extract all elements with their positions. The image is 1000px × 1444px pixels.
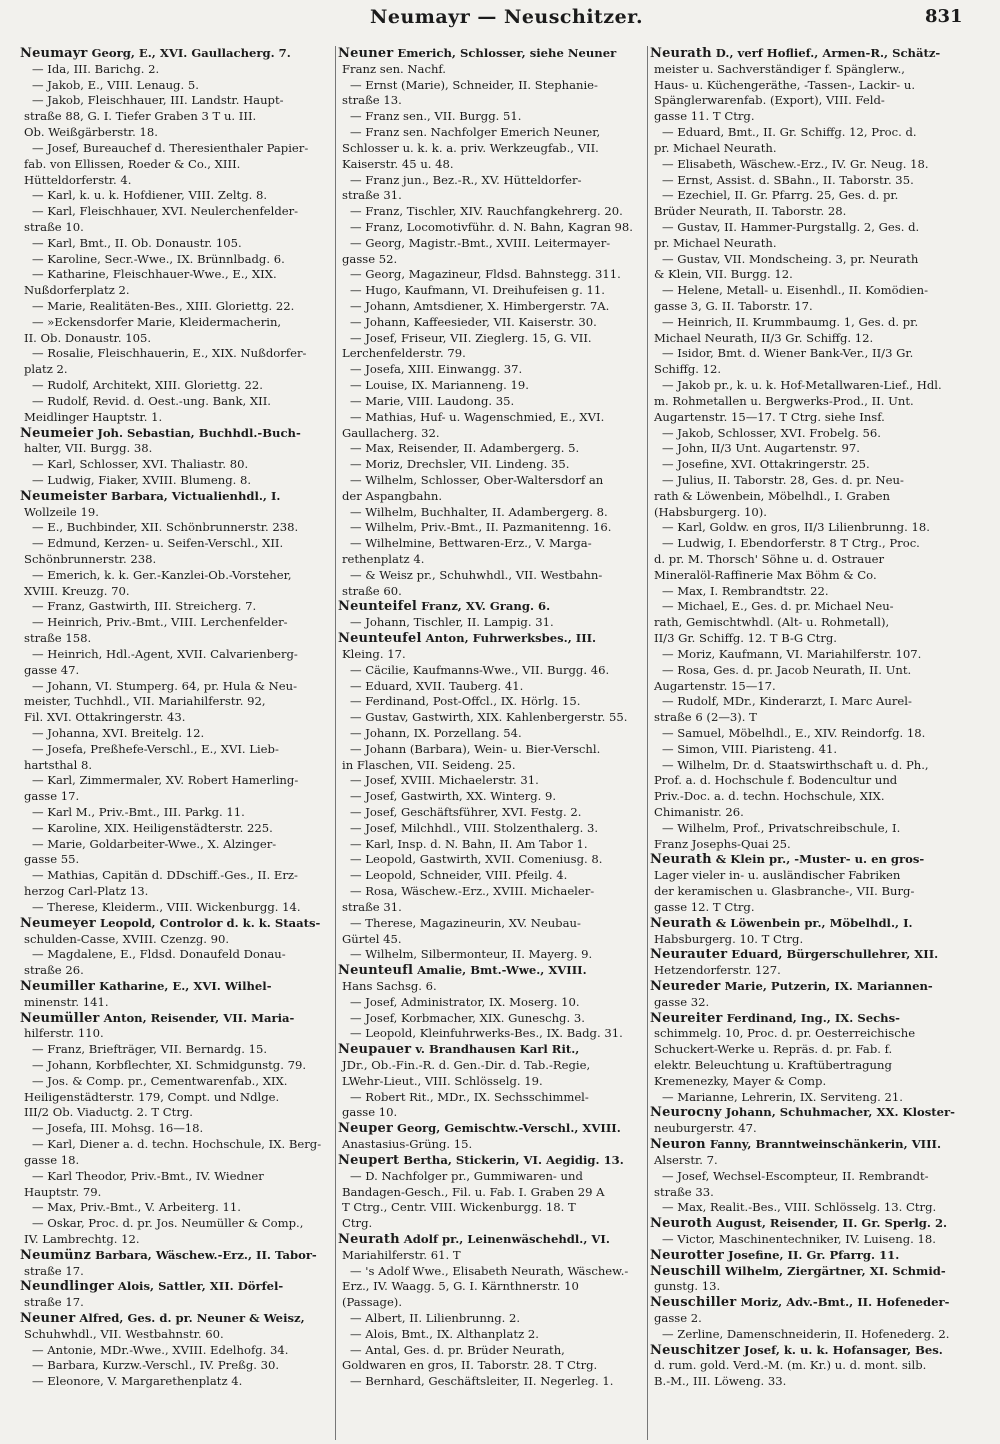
entry-line: — Barbara, Kurzw.-Verschl., IV. Preßg. 30. (32, 1358, 280, 1373)
entry-line: — Katharine, Fleischhauer-Wwe., E., XIX. (32, 267, 277, 282)
entry-line: — Josefa, Preßhefe-Verschl., E., XVI. Lieb- (32, 741, 279, 756)
entry-line: straße 10. (24, 219, 84, 234)
entry-line: — Wilhelm, Priv.-Bmt., II. Pazmanitenng. 16. (350, 520, 612, 535)
entry-line: — Marie, Goldarbeiter-Wwe., X. Alzinger- (32, 836, 277, 851)
entry-line: — Rudolf, MDr., Kinderarzt, I. Marc Aurel- (662, 694, 912, 709)
entry-line: — Josef, Friseur, VII. Zieglerg. 15, G. VII. (350, 330, 592, 345)
entry-line: — Eleonore, V. Margarethenplatz 4. (32, 1374, 243, 1389)
entry-line: — Wilhelm, Schlosser, Ober-Waltersdorf an (350, 472, 604, 487)
entry-line: — Leopold, Kleinfuhrwerks-Bes., IX. Badg. 31. (350, 1026, 623, 1041)
entry-line: — Wilhelm, Dr. d. Staatswirthschaft u. d. Ph., (662, 757, 929, 772)
entry-line: elektr. Beleuchtung u. Kraftübertragung (654, 1058, 892, 1072)
entry-line: — Franz, Briefträger, VII. Bernardg. 15. (32, 1042, 268, 1057)
entry-line: IV. Lambrechtg. 12. (24, 1231, 140, 1246)
entry-line: — Josefa, XIII. Einwangg. 37. (350, 362, 523, 377)
entry-line: pr. Michael Neurath. (654, 140, 777, 155)
entry-heading: Neunteufl Amalie, Bmt.-Wwe., XVIII. (338, 963, 587, 979)
entry-line: — Samuel, Möbelhdl., E., XIV. Reindorfg. 18. (662, 725, 926, 740)
entry-line: gasse 55. (24, 852, 80, 867)
entry-line: Hans Sachsg. 6. (342, 978, 437, 993)
entry-line: gasse 32. (654, 994, 710, 1009)
entry-line: gasse 10. (342, 1105, 398, 1120)
entry-line: — Karl, Insp. d. N. Bahn, II. Am Tabor 1. (350, 836, 588, 851)
entry-line: — Georg, Magistr.-Bmt., XVIII. Leitermayer- (350, 235, 611, 250)
entry-line: meister, Tuchhdl., VII. Mariahilferstr. 92, (24, 694, 266, 709)
entry-line: — Karl, Goldw. en gros, II/3 Lilienbrunng. 18. (662, 520, 930, 535)
entry-heading: Neuron Fanny, Branntweinschänkerin, VIII. (650, 1137, 941, 1153)
entry-line: — Ludwig, Fiaker, XVIII. Blumeng. 8. (32, 472, 252, 487)
entry-line: straße 60. (342, 583, 402, 598)
entry-line: — Bernhard, Geschäftsleiter, II. Negerleg. 1. (350, 1374, 614, 1389)
entry-line: — Rosalie, Fleischhauerin, E., XIX. Nußdorfer- (32, 346, 307, 361)
entry-line: — Franz, Tischler, XIV. Rauchfangkehrerg. 20. (350, 204, 623, 219)
entry-line: II. Ob. Donaustr. 105. (24, 330, 152, 345)
page-number: 831 (925, 6, 963, 27)
entry-line: Gürtel 45. (342, 931, 402, 946)
entry-line: — Julius, II. Taborstr. 28, Ges. d. pr. Neu- (662, 472, 904, 487)
entry-line: — Marie, VIII. Laudong. 35. (350, 393, 515, 408)
entry-line: — Heinrich, Hdl.-Agent, XVII. Calvarienberg- (32, 646, 298, 661)
entry-line: d. pr. M. Thorsch' Söhne u. d. Ostrauer (654, 552, 885, 566)
entry-line: T Ctrg., Centr. VIII. Wickenburgg. 18. T (342, 1200, 576, 1215)
entry-heading: Neureiter Ferdinand, Ing., IX. Sechs- (650, 1010, 900, 1026)
entry-line: Schiffg. 12. (654, 362, 722, 377)
entry-line: Bandagen-Gesch., Fil. u. Fab. I. Graben 29 A (342, 1184, 605, 1199)
entry-line: — Robert Rit., MDr., IX. Sechsschimmel- (350, 1089, 589, 1104)
entry-line: Schönbrunnerstr. 238. (24, 552, 157, 566)
entry-line: — Gustav, VII. Mondscheing. 3, pr. Neurath (662, 251, 919, 266)
entry-line: straße 17. (24, 1295, 84, 1310)
entry-line: Augartenstr. 15—17. T Ctrg. siehe Insf. (654, 409, 885, 424)
entry-line: — Ida, III. Barichg. 2. (32, 61, 160, 76)
entry-line: gasse 52. (342, 251, 398, 266)
entry-line: — Wilhelm, Prof., Privatschreibschule, I. (662, 820, 901, 835)
entry-line: gunstg. 13. (654, 1279, 721, 1294)
entry-line: minenstr. 141. (24, 994, 109, 1009)
entry-line: — Marianne, Lehrerin, IX. Serviteng. 21. (662, 1089, 903, 1104)
entry-line: rethenplatz 4. (342, 552, 425, 566)
entry-line: Schuhwhdl., VII. Westbahnstr. 60. (24, 1326, 224, 1341)
entry-line: — Josef, Gastwirth, XX. Winterg. 9. (350, 789, 557, 804)
entry-line: Schuckert-Werke u. Repräs. d. pr. Fab. f. (654, 1042, 893, 1057)
entry-line: — Max, Priv.-Bmt., V. Arbeiterg. 11. (32, 1200, 241, 1215)
entry-line: — Mathias, Huf- u. Wagenschmied, E., XVI. (350, 409, 605, 424)
entry-line: meister u. Sachverständiger f. Spänglerw., (654, 61, 905, 76)
entry-heading: Neurotter Josefine, II. Gr. Pfarrg. 11. (650, 1247, 900, 1263)
entry-line: straße 6 (2—3). T (654, 710, 757, 725)
entry-line: — Josef, XVIII. Michaelerstr. 31. (350, 773, 539, 788)
entry-line: Haus- u. Küchengeräthe, -Tassen-, Lackir- u. (654, 77, 916, 92)
entry-line: m. Rohmetallen u. Bergwerks-Prod., II. Unt. (654, 393, 914, 408)
entry-line: — Franz sen. Nachfolger Emerich Neuner, (350, 125, 601, 140)
entry-heading: Neupauer v. Brandhausen Karl Rit., (338, 1042, 580, 1058)
entry-line: II/3 Gr. Schiffg. 12. T B-G Ctrg. (654, 631, 837, 646)
entry-line: — Leopold, Gastwirth, XVII. Comeniusg. 8. (350, 852, 603, 867)
entry-line: — Victor, Maschinentechniker, IV. Luiseng. 18. (662, 1231, 936, 1246)
entry-line: schimmelg. 10, Proc. d. pr. Oesterreichische (654, 1026, 916, 1041)
entry-line: LWehr-Lieut., VIII. Schlösselg. 19. (342, 1073, 543, 1088)
entry-line: — Karl, Zimmermaler, XV. Robert Hamerling- (32, 773, 299, 788)
entry-line: straße 17. (24, 1263, 84, 1278)
entry-line: — Franz, Locomotivführ. d. N. Bahn, Kagran 98. (350, 219, 633, 234)
entry-line: Mariahilferstr. 61. T (342, 1247, 461, 1262)
entry-line: — Louise, IX. Marianneng. 19. (350, 378, 529, 393)
entry-line: Kleing. 17. (342, 646, 406, 661)
entry-line: — E., Buchbinder, XII. Schönbrunnerstr. 238. (32, 520, 299, 535)
entry-line: Hetzendorferstr. 127. (654, 963, 781, 978)
entry-line: Mineralöl-Raffinerie Max Böhm & Co. (654, 567, 877, 582)
entry-line: — Johann (Barbara), Wein- u. Bier-Verschl. (350, 741, 601, 756)
entry-line: hilferstr. 110. (24, 1026, 104, 1041)
entry-line: Lager vieler in- u. ausländischer Fabriken (654, 868, 901, 883)
entry-line: Hauptstr. 79. (24, 1184, 102, 1199)
entry-line: III/2 Ob. Viaductg. 2. T Ctrg. (24, 1105, 193, 1120)
entry-line: halter, VII. Burgg. 38. (24, 441, 153, 456)
entry-line: rath & Löwenbein, Möbelhdl., I. Graben (654, 488, 890, 503)
entry-line: — Antal, Ges. d. pr. Brüder Neurath, (350, 1342, 565, 1357)
entry-line: — Karoline, Secr.-Wwe., IX. Brünnlbadg. 6. (32, 251, 285, 266)
entry-line: — Max, Realit.-Bes., VIII. Schlösselg. 13. Ctrg. (662, 1200, 937, 1215)
entry-line: Franz sen. Nachf. (342, 61, 446, 76)
entry-line: gasse 3, G. II. Taborstr. 17. (654, 299, 813, 313)
entry-line: — Antonie, MDr.-Wwe., XVIII. Edelhofg. 34. (32, 1342, 289, 1357)
entry-line: straße 158. (24, 631, 92, 646)
entry-line: — Josefa, III. Mohsg. 16—18. (32, 1121, 204, 1136)
entry-heading: Neurath & Löwenbein pr., Möbelhdl., I. (650, 915, 913, 931)
entry-line: — Georg, Magazineur, Fldsd. Bahnstegg. 311. (350, 267, 621, 282)
entry-line: Fil. XVI. Ottakringerstr. 43. (24, 710, 186, 725)
entry-line: — »Eckensdorfer Marie, Kleidermacherin, (32, 314, 282, 329)
entry-line: — Josefine, XVI. Ottakringerstr. 25. (662, 457, 870, 472)
entry-line: — Gustav, Gastwirth, XIX. Kahlenbergerstr. 55. (350, 710, 628, 725)
entry-line: — Franz jun., Bez.-R., XV. Hütteldorfer- (350, 172, 582, 187)
column-2 (338, 46, 646, 1390)
entry-line: — Karl, k. u. k. Hofdiener, VIII. Zeltg. 8. (32, 188, 268, 203)
entry-line: Anastasius-Grüng. 15. (342, 1137, 473, 1152)
entry-line: B.-M., III. Löweng. 33. (654, 1374, 787, 1389)
entry-line: — Emerich, k. k. Ger.-Kanzlei-Ob.-Vorsteher, (32, 567, 292, 582)
entry-line: — Rudolf, Architekt, XIII. Gloriettg. 22. (32, 378, 263, 393)
entry-line: — Johanna, XVI. Breitelg. 12. (32, 725, 205, 740)
entry-line: Hütteldorferstr. 4. (24, 172, 132, 187)
entry-line: Habsburgerg. 10. T Ctrg. (654, 931, 804, 946)
entry-line: rath, Gemischtwhdl. (Alt- u. Rohmetall), (654, 615, 890, 630)
entry-line: neuburgerstr. 47. (654, 1121, 757, 1136)
entry-line: — Jakob pr., k. u. k. Hof-Metallwaren-Lief., Hdl. (662, 378, 942, 393)
entry-heading: Neumayr Georg, E., XVI. Gaullacherg. 7. (20, 46, 291, 61)
entry-line: — Hugo, Kaufmann, VI. Dreihufeisen g. 11. (350, 283, 605, 298)
entry-line: — Johann, Kaffeesieder, VII. Kaiserstr. 30. (350, 314, 597, 329)
entry-line: Augartenstr. 15—17. (654, 678, 776, 693)
entry-heading: Neumeister Barbara, Victualienhdl., I. (20, 488, 281, 504)
entry-line: — Josef, Bureauchef d. Theresienthaler Papier- (32, 140, 309, 155)
entry-heading: Neupert Bertha, Stickerin, VI. Aegidig. 13. (338, 1152, 624, 1168)
entry-line: — Oskar, Proc. d. pr. Jos. Neumüller & Comp., (32, 1216, 304, 1231)
entry-line: (Passage). (342, 1295, 403, 1310)
entry-line: — Max, Reisender, II. Adambergerg. 5. (350, 441, 580, 456)
entry-line: & Klein, VII. Burgg. 12. (654, 267, 793, 282)
entry-line: gasse 11. T Ctrg. (654, 109, 755, 124)
entry-line: gasse 47. (24, 662, 80, 677)
entry-line: — Jakob, E., VIII. Lenaug. 5. (32, 77, 199, 92)
entry-line: XVIII. Kreuzg. 70. (24, 583, 130, 598)
entry-line: — Franz, Gastwirth, III. Streicherg. 7. (32, 599, 257, 614)
entry-line: schulden-Casse, XVIII. Czenzg. 90. (24, 931, 230, 946)
entry-line: Spänglerwarenfab. (Export), VIII. Feld- (654, 93, 885, 108)
entry-line: — Therese, Magazineurin, XV. Neubau- (350, 915, 581, 930)
entry-heading: Neumeier Joh. Sebastian, Buchhdl.-Buch- (20, 425, 301, 441)
entry-line: — Josef, Administrator, IX. Moserg. 10. (350, 994, 580, 1009)
entry-line: — Wilhelm, Silbermonteur, II. Mayerg. 9. (350, 947, 593, 962)
entry-line: Wollzeile 19. (24, 504, 99, 519)
entry-heading: Neuper Georg, Gemischtw.-Verschl., XVIII. (338, 1121, 621, 1137)
entry-line: Priv.-Doc. a. d. techn. Hochschule, XIX. (654, 789, 885, 804)
entry-line: — Franz sen., VII. Burgg. 51. (350, 109, 522, 124)
entry-line: Brüder Neurath, II. Taborstr. 28. (654, 204, 847, 219)
entry-line: — Ezechiel, II. Gr. Pfarrg. 25, Ges. d. pr. (662, 188, 899, 203)
entry-line: — Karl Theodor, Priv.-Bmt., IV. Wiedner (32, 1168, 264, 1183)
entry-heading: Neuschill Wilhelm, Ziergärtner, XI. Schmid- (650, 1263, 946, 1279)
entry-heading: Neumiller Katharine, E., XVI. Wilhel- (20, 978, 272, 994)
entry-line: — Wilhelm, Buchhalter, II. Adambergerg. 8. (350, 504, 608, 519)
entry-line: Goldwaren en gros, II. Taborstr. 28. T Ctrg. (342, 1358, 598, 1373)
entry-line: Erz., IV. Waagg. 5, G. I. Kärnthnerstr. 10 (342, 1279, 579, 1294)
entry-heading: Neurocny Johann, Schuhmacher, XX. Kloster- (650, 1105, 955, 1121)
entry-line: Ob. Weißgärberstr. 18. (24, 125, 158, 140)
entry-line: — Therese, Kleiderm., VIII. Wickenburgg. 14. (32, 899, 301, 914)
entry-line: — Ernst, Assist. d. SBahn., II. Taborstr. 35. (662, 172, 914, 187)
entry-line: — Zerline, Damenschneiderin, II. Hofenederg. 2. (662, 1326, 950, 1341)
entry-line: — Jakob, Schlosser, XVI. Frobelg. 56. (662, 425, 881, 440)
entry-line: — Wilhelmine, Bettwaren-Erz., V. Marga- (350, 536, 592, 551)
entry-line: straße 13. (342, 93, 402, 108)
entry-line: — Ernst (Marie), Schneider, II. Stephanie- (350, 77, 598, 92)
entry-heading: Neuschitzer Josef, k. u. k. Hofansager, Bes. (650, 1342, 943, 1358)
entry-line: — Ferdinand, Post-Offcl., IX. Hörlg. 15. (350, 694, 581, 709)
entry-line: — & Weisz pr., Schuhwhdl., VII. Westbahn- (350, 567, 603, 582)
entry-line: platz 2. (24, 362, 68, 377)
entry-heading: Neurath D., verf Hoflief., Armen-R., Schätz- (650, 46, 941, 61)
entry-line: Kaiserstr. 45 u. 48. (342, 156, 454, 171)
entry-line: — Ludwig, I. Ebendorferstr. 8 T Ctrg., Proc. (662, 536, 920, 551)
entry-line: Alserstr. 7. (654, 1152, 718, 1167)
entry-line: Schlosser u. k. k. a. priv. Werkzeugfab., VII. (342, 140, 599, 155)
entry-heading: Neurath & Klein pr., -Muster- u. en gros- (650, 852, 925, 868)
entry-line: JDr., Ob.-Fin.-R. d. Gen.-Dir. d. Tab.-Regie, (342, 1058, 591, 1072)
entry-line: — Moriz, Kaufmann, VI. Mariahilferstr. 107. (662, 646, 922, 661)
entry-line: — D. Nachfolger pr., Gummiwaren- und (350, 1168, 583, 1183)
entry-line: — Josef, Wechsel-Escompteur, II. Rembrandt- (662, 1168, 929, 1183)
entry-line: — Magdalene, E., Fldsd. Donaufeld Donau- (32, 947, 286, 962)
entry-line: gasse 18. (24, 1152, 80, 1167)
entry-line: — Michael, E., Ges. d. pr. Michael Neu- (662, 599, 894, 614)
entry-line: Gaullacherg. 32. (342, 425, 440, 440)
entry-line: — 's Adolf Wwe., Elisabeth Neurath, Wäschew.- (350, 1263, 629, 1278)
entry-line: gasse 17. (24, 789, 80, 804)
entry-line: — Karl, Diener a. d. techn. Hochschule, IX. Berg- (32, 1137, 322, 1152)
entry-line: — Alois, Bmt., IX. Althanplatz 2. (350, 1326, 539, 1341)
entry-heading: Neunteufel Anton, Fuhrwerksbes., III. (338, 631, 597, 647)
entry-line: — Johann, Tischler, II. Lampig. 31. (350, 615, 554, 630)
entry-heading: Neureder Marie, Putzerin, IX. Mariannen- (650, 978, 933, 994)
entry-heading: Neumünz Barbara, Wäschew.-Erz., II. Tabor- (20, 1247, 317, 1263)
entry-line: — Karl, Fleischhauer, XVI. Neulerchenfelder- (32, 204, 299, 219)
entry-line: — Heinrich, Priv.-Bmt., VIII. Lerchenfelder- (32, 615, 288, 630)
entry-line: straße 31. (342, 899, 402, 914)
entry-line: straße 33. (654, 1184, 714, 1199)
entry-heading: Neurath Adolf pr., Leinenwäschehdl., VI. (338, 1231, 610, 1247)
entry-line: — Johann, VI. Stumperg. 64, pr. Hula & Neu- (32, 678, 298, 693)
entry-line: — Johann, Amtsdiener, X. Himbergerstr. 7A. (350, 299, 610, 313)
entry-line: Franz Josephs-Quai 25. (654, 836, 791, 851)
entry-line: d. rum. gold. Verd.-M. (m. Kr.) u. d. mont. silb. (654, 1358, 927, 1373)
entry-line: — Edmund, Kerzen- u. Seifen-Verschl., XII. (32, 536, 284, 551)
entry-line: straße 31. (342, 188, 402, 203)
entry-line: — Rosa, Ges. d. pr. Jacob Neurath, II. Unt. (662, 662, 912, 677)
entry-heading: Neundlinger Alois, Sattler, XII. Dörfel- (20, 1279, 284, 1295)
entry-line: — Cäcilie, Kaufmanns-Wwe., VII. Burgg. 46. (350, 662, 610, 677)
entry-line: — Rosa, Wäschew.-Erz., XVIII. Michaeler- (350, 884, 595, 899)
entry-line: in Flaschen, VII. Seideng. 25. (342, 757, 516, 772)
entry-line: — Marie, Realitäten-Bes., XIII. Gloriettg. 22. (32, 299, 295, 313)
entry-line: — Elisabeth, Wäschew.-Erz., IV. Gr. Neug. 18. (662, 156, 929, 171)
entry-line: — Isidor, Bmt. d. Wiener Bank-Ver., II/3 Gr. (662, 346, 914, 361)
entry-line: — Helene, Metall- u. Eisenhdl., II. Komödien- (662, 283, 928, 298)
running-title: Neumayr — Neuschitzer. (370, 6, 644, 28)
entry-heading: Neuner Emerich, Schlosser, siehe Neuner (338, 46, 617, 61)
entry-line: straße 26. (24, 963, 84, 978)
entry-line: — Moriz, Drechsler, VII. Lindeng. 35. (350, 457, 570, 472)
entry-line: pr. Michael Neurath. (654, 235, 777, 250)
column-3 (650, 46, 968, 1390)
entry-line: hartsthal 8. (24, 757, 93, 772)
entry-line: Prof. a. d. Hochschule f. Bodencultur und (654, 773, 898, 788)
entry-line: — Heinrich, II. Krummbaumg. 1, Ges. d. pr. (662, 314, 919, 329)
entry-line: — Johann, IX. Porzellang. 54. (350, 725, 522, 740)
entry-line: — Karl M., Priv.-Bmt., III. Parkg. 11. (32, 805, 245, 819)
entry-line: (Habsburgerg. 10). (654, 504, 767, 519)
entry-line: — Simon, VIII. Piaristeng. 41. (662, 741, 838, 756)
entry-line: straße 88, G. I. Tiefer Graben 3 T u. III. (24, 109, 257, 124)
entry-line: der Aspangbahn. (342, 488, 443, 503)
entry-line: — Jakob, Fleischhauer, III. Landstr. Haupt- (32, 93, 284, 108)
entry-line: Nußdorferplatz 2. (24, 283, 130, 298)
entry-line: — Rudolf, Revid. d. Oest.-ung. Bank, XII. (32, 393, 271, 408)
entry-heading: Neunteifel Franz, XV. Grang. 6. (338, 599, 551, 615)
entry-line: Kremenezky, Mayer & Comp. (654, 1073, 827, 1088)
column-divider (647, 46, 648, 1440)
entry-line: Ctrg. (342, 1216, 373, 1231)
entry-line: herzog Carl-Platz 13. (24, 884, 149, 899)
entry-line: Meidlinger Hauptstr. 1. (24, 409, 163, 424)
entry-heading: Neuschiller Moriz, Adv.-Bmt., II. Hofeneder- (650, 1295, 950, 1311)
entry-line: — Josef, Geschäftsführer, XVI. Festg. 2. (350, 805, 582, 819)
entry-line: — John, II/3 Unt. Augartenstr. 97. (662, 441, 860, 456)
entry-line: — Eduard, Bmt., II. Gr. Schiffg. 12, Proc. d. (662, 125, 917, 140)
entry-line: der keramischen u. Glasbranche-, VII. Burg- (654, 884, 915, 899)
entry-heading: Neumeyer Leopold, Controlor d. k. k. Staats- (20, 915, 321, 931)
entry-line: — Karl, Bmt., II. Ob. Donaustr. 105. (32, 235, 242, 250)
entry-line: — Karoline, XIX. Heiligenstädterstr. 225. (32, 820, 273, 835)
entry-line: Michael Neurath, II/3 Gr. Schiffg. 12. (654, 330, 874, 345)
entry-line: Lerchenfelderstr. 79. (342, 346, 466, 361)
entry-heading: Neurauter Eduard, Bürgerschullehrer, XII. (650, 947, 939, 963)
entry-line: — Johann, Korbflechter, XI. Schmidgunstg. 79. (32, 1058, 307, 1072)
entry-line: — Jos. & Comp. pr., Cementwarenfab., XIX. (32, 1073, 288, 1088)
entry-line: Heiligenstädterstr. 179, Compt. und Ndlge. (24, 1089, 280, 1104)
entry-line: — Mathias, Capitän d. DDschiff.-Ges., II. Erz- (32, 868, 298, 883)
entry-heading: Neumüller Anton, Reisender, VII. Maria- (20, 1010, 295, 1026)
entry-line: — Max, I. Rembrandtstr. 22. (662, 583, 829, 598)
entry-line: — Albert, II. Lilienbrunng. 2. (350, 1311, 521, 1325)
entry-line: — Leopold, Schneider, VIII. Pfeilg. 4. (350, 868, 568, 883)
entry-line: — Karl, Schlosser, XVI. Thaliastr. 80. (32, 457, 249, 472)
page-header (0, 4, 1000, 30)
entry-line: — Josef, Korbmacher, XIX. Guneschg. 3. (350, 1010, 585, 1025)
entry-line: gasse 2. (654, 1311, 702, 1325)
column-1 (20, 46, 336, 1390)
entry-line: — Josef, Milchhdl., VIII. Stolzenthalerg. 3. (350, 820, 599, 835)
entry-line: — Eduard, XVII. Tauberg. 41. (350, 678, 524, 693)
entry-line: — Gustav, II. Hammer-Purgstallg. 2, Ges. d. (662, 219, 920, 234)
entry-line: fab. von Ellissen, Roeder & Co., XIII. (24, 156, 241, 171)
entry-heading: Neuroth August, Reisender, II. Gr. Sperlg. 2. (650, 1216, 948, 1232)
entry-heading: Neuner Alfred, Ges. d. pr. Neuner & Weisz, (20, 1311, 305, 1326)
entry-line: Chimanistr. 26. (654, 805, 744, 819)
entry-line: gasse 12. T Ctrg. (654, 899, 755, 914)
